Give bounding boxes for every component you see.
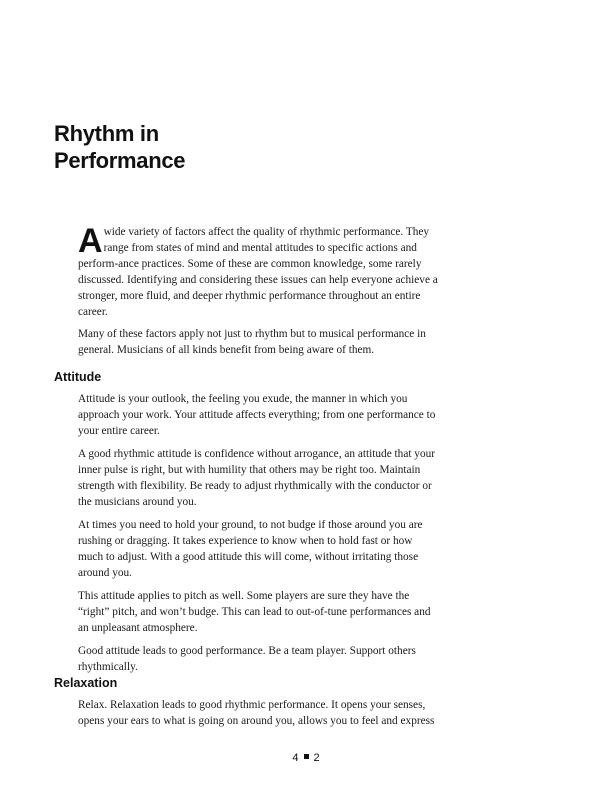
attitude-paragraph: Good attitude leads to good performance. Be a team player. Support others rhythmically. [78, 645, 416, 673]
intro-section [78, 224, 440, 358]
square-bullet-icon [304, 754, 309, 759]
attitude-paragraph: At times you need to hold your ground, to not budge if those around you are rushing or dragging. It takes experience to know when to hold fast or how much to adjust. With a good attitude this will come, without irritating those around you. [78, 519, 423, 579]
intro-paragraph-2: Many of these factors apply not just to rhythm but to musical performance in general. Musicians of all kinds benefit from being aware of them. [78, 328, 426, 356]
section-heading-attitude: Attitude [54, 370, 102, 384]
intro-paragraph-1-text: wide variety of factors affect the quality of rhythmic performance. They range from states of mind and mental attitudes to specific actions and perform-ance practices. Some of these are common knowledge, some rarely discussed. Identifying and considering these issues can help everyone achieve a stronger, more fluid, and deeper rhythmic performance throughout an entire career. [78, 226, 438, 318]
drop-cap: A [78, 222, 103, 260]
page-number-page: 2 [313, 752, 320, 764]
chapter-title-line1: Rhythm in [54, 121, 159, 146]
attitude-paragraph: Attitude is your outlook, the feeling you exude, the manner in which you approach your work. Your attitude affects everything; from one performance to your entire career. [78, 393, 436, 437]
page-number-chapter: 4 [292, 752, 299, 764]
relaxation-section [78, 697, 440, 729]
chapter-title [54, 120, 354, 174]
attitude-paragraph: This attitude applies to pitch as well. Some players are sure they have the “right” pitch, and won’t budge. This can lead to out-of-tune performances and an unpleasant atmosphere. [78, 590, 431, 634]
page-number [0, 752, 612, 764]
attitude-section [78, 391, 440, 675]
intro-paragraph-1 [78, 224, 440, 320]
relaxation-paragraph: Relax. Relaxation leads to good rhythmic performance. It opens your senses, opens your ears to what is going on around you, allows you to feel and express [78, 699, 435, 727]
chapter-title-line2: Performance [54, 148, 186, 173]
attitude-paragraph: A good rhythmic attitude is confidence without arrogance, an attitude that your inner pulse is right, but with humility that others may be right too. Maintain strength with flexibility. Be ready to adjust rhythmically with the conductor or the musicians around you. [78, 448, 436, 508]
section-heading-relaxation: Relaxation [54, 676, 118, 690]
